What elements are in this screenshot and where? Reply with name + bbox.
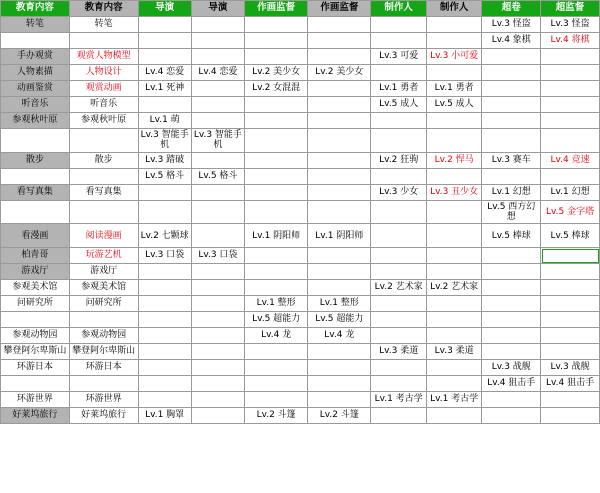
table-cell-r21-c0 xyxy=(1,376,70,392)
table-cell-r20-c9: Lv.3 战舰 xyxy=(541,360,600,376)
column-header-7: 制作人 xyxy=(426,1,481,17)
table-cell-r7-c1 xyxy=(69,129,138,153)
table-cell-r3-c1: 人物设计 xyxy=(69,65,138,81)
table-row xyxy=(1,312,600,328)
table-row xyxy=(1,296,600,312)
table-cell-r15-c0: 参观美术馆 xyxy=(1,280,70,296)
table-cell-r18-c1: 参观动物园 xyxy=(69,328,138,344)
table-cell-r5-c9 xyxy=(541,97,600,113)
table-cell-r22-c0: 环游世界 xyxy=(1,392,70,408)
table-cell-r13-c7 xyxy=(426,248,481,264)
table-row xyxy=(1,97,600,113)
table-cell-r6-c1: 参观秋叶原 xyxy=(69,113,138,129)
table-cell-r8-c8: Lv.3 赛车 xyxy=(482,152,541,168)
table-cell-r9-c7 xyxy=(426,168,481,184)
table-row xyxy=(1,392,600,408)
table-cell-r16-c2 xyxy=(138,296,191,312)
column-header-9: 超监督 xyxy=(541,1,600,17)
table-cell-r17-c0 xyxy=(1,312,70,328)
table-cell-r21-c1 xyxy=(69,376,138,392)
table-cell-r2-c0: 手办观赏 xyxy=(1,49,70,65)
table-cell-r13-c8 xyxy=(482,248,541,264)
table-cell-r1-c3 xyxy=(191,33,244,49)
table-cell-r14-c6 xyxy=(371,264,426,280)
table-cell-r23-c6 xyxy=(371,408,426,424)
table-cell-r1-c9: Lv.4 将棋 xyxy=(541,33,600,49)
table-cell-r14-c1: 游戏厅 xyxy=(69,264,138,280)
table-cell-r21-c2 xyxy=(138,376,191,392)
table-cell-r19-c6: Lv.3 柔道 xyxy=(371,344,426,360)
table-header-row xyxy=(1,1,600,17)
table-cell-r9-c4 xyxy=(245,168,308,184)
table-cell-r3-c6 xyxy=(371,65,426,81)
table-row xyxy=(1,248,600,264)
table-cell-r4-c1: 观赏动画 xyxy=(69,81,138,97)
table-row xyxy=(1,224,600,248)
table-cell-r4-c8 xyxy=(482,81,541,97)
table-cell-r9-c5 xyxy=(308,168,371,184)
table-cell-r16-c3 xyxy=(191,296,244,312)
table-cell-r5-c3 xyxy=(191,97,244,113)
table-cell-r0-c9: Lv.3 怪盗 xyxy=(541,17,600,33)
table-cell-r5-c7: Lv.5 成人 xyxy=(426,97,481,113)
table-cell-r8-c3: Lv.4 竞骑 xyxy=(191,152,244,168)
table-cell-r7-c8 xyxy=(482,129,541,153)
table-cell-r5-c8 xyxy=(482,97,541,113)
table-cell-r22-c8 xyxy=(482,392,541,408)
table-cell-r12-c4: Lv.1 阴阳师 xyxy=(245,224,308,248)
table-cell-r16-c0: 问研究所 xyxy=(1,296,70,312)
table-cell-r18-c2 xyxy=(138,328,191,344)
table-cell-r20-c7 xyxy=(426,360,481,376)
table-row xyxy=(1,17,600,33)
table-row xyxy=(1,360,600,376)
table-cell-r12-c1: 阅读漫画 xyxy=(69,224,138,248)
table-cell-r19-c0: 攀登阿尔卑斯山 xyxy=(1,344,70,360)
table-cell-r1-c4 xyxy=(245,33,308,49)
table-cell-r11-c2 xyxy=(138,200,191,224)
table-cell-r6-c3: Lv.1 萌物 xyxy=(191,113,244,129)
table-cell-r15-c4 xyxy=(245,280,308,296)
table-cell-r5-c1: 听音乐 xyxy=(69,97,138,113)
table-cell-r1-c8: Lv.4 象棋 xyxy=(482,33,541,49)
table-cell-r7-c5 xyxy=(308,129,371,153)
table-cell-r12-c2: Lv.2 七颗球 xyxy=(138,224,191,248)
table-cell-r16-c8 xyxy=(482,296,541,312)
table-cell-r20-c5 xyxy=(308,360,371,376)
table-cell-r2-c5 xyxy=(308,49,371,65)
table-cell-r13-c0: 柏青哥 xyxy=(1,248,70,264)
table-cell-r13-c6 xyxy=(371,248,426,264)
table-cell-r2-c4 xyxy=(245,49,308,65)
table-row xyxy=(1,113,600,129)
table-cell-r12-c6 xyxy=(371,224,426,248)
table-cell-r18-c0: 参观动物园 xyxy=(1,328,70,344)
table-cell-r23-c5: Lv.2 斗篷 xyxy=(308,408,371,424)
table-cell-r21-c5 xyxy=(308,376,371,392)
table-cell-r22-c5 xyxy=(308,392,371,408)
table-cell-r22-c1: 环游世界 xyxy=(69,392,138,408)
table-cell-r8-c5 xyxy=(308,152,371,168)
table-cell-r13-c5 xyxy=(308,248,371,264)
table-row xyxy=(1,376,600,392)
column-header-3: 导演 xyxy=(191,1,244,17)
table-cell-r15-c3 xyxy=(191,280,244,296)
table-cell-r18-c4: Lv.4 龙 xyxy=(245,328,308,344)
table-cell-r23-c9 xyxy=(541,408,600,424)
table-cell-r15-c7: Lv.2 艺术家 xyxy=(426,280,481,296)
table-row xyxy=(1,344,600,360)
table-cell-r17-c1 xyxy=(69,312,138,328)
table-cell-r23-c7 xyxy=(426,408,481,424)
table-cell-r21-c8: Lv.4 狙击手 xyxy=(482,376,541,392)
table-cell-r16-c7 xyxy=(426,296,481,312)
column-header-5: 作画监督 xyxy=(308,1,371,17)
table-row xyxy=(1,184,600,200)
table-cell-r11-c4 xyxy=(245,200,308,224)
table-cell-r3-c8 xyxy=(482,65,541,81)
table-cell-r4-c5: Lv.2 不良少女 xyxy=(308,81,371,97)
table-cell-r14-c8 xyxy=(482,264,541,280)
table-row xyxy=(1,280,600,296)
table-cell-r10-c4 xyxy=(245,184,308,200)
table-cell-r11-c6 xyxy=(371,200,426,224)
table-row xyxy=(1,152,600,168)
table-cell-r1-c2 xyxy=(138,33,191,49)
table-cell-r20-c6 xyxy=(371,360,426,376)
table-cell-r20-c0: 环游日本 xyxy=(1,360,70,376)
table-cell-r5-c6: Lv.5 成人 xyxy=(371,97,426,113)
table-cell-r1-c1 xyxy=(69,33,138,49)
table-cell-r12-c9: Lv.5 棒球 xyxy=(541,224,600,248)
table-cell-r1-c7 xyxy=(426,33,481,49)
column-header-0: 教育内容 xyxy=(1,1,70,17)
table-cell-r22-c9 xyxy=(541,392,600,408)
table-cell-r7-c6 xyxy=(371,129,426,153)
table-row xyxy=(1,200,600,224)
table-cell-r22-c4 xyxy=(245,392,308,408)
table-cell-r11-c7 xyxy=(426,200,481,224)
table-cell-r15-c2 xyxy=(138,280,191,296)
table-cell-r21-c4 xyxy=(245,376,308,392)
table-cell-r19-c1: 攀登阿尔卑斯山 xyxy=(69,344,138,360)
table-cell-r19-c5 xyxy=(308,344,371,360)
table-cell-r18-c7 xyxy=(426,328,481,344)
table-cell-r16-c6 xyxy=(371,296,426,312)
table-cell-r3-c2: Lv.4 恋爱 xyxy=(138,65,191,81)
table-cell-r10-c7: Lv.3 丑少女 xyxy=(426,184,481,200)
table-cell-r17-c2 xyxy=(138,312,191,328)
table-cell-r0-c7 xyxy=(426,17,481,33)
table-cell-r2-c1: 观赏人物模型 xyxy=(69,49,138,65)
column-header-6: 制作人 xyxy=(371,1,426,17)
table-cell-r15-c9 xyxy=(541,280,600,296)
table-cell-r3-c3: Lv.4 恋爱 xyxy=(191,65,244,81)
table-cell-r10-c0: 看写真集 xyxy=(1,184,70,200)
table-cell-r16-c1: 问研究所 xyxy=(69,296,138,312)
table-cell-r0-c1: 转笔 xyxy=(69,17,138,33)
column-header-1: 教育内容 xyxy=(69,1,138,17)
table-cell-r0-c5 xyxy=(308,17,371,33)
table-cell-r7-c0 xyxy=(1,129,70,153)
table-cell-r18-c6 xyxy=(371,328,426,344)
table-row xyxy=(1,33,600,49)
table-cell-r5-c0: 听音乐 xyxy=(1,97,70,113)
table-cell-r17-c9 xyxy=(541,312,600,328)
table-cell-r3-c5: Lv.2 美少女 xyxy=(308,65,371,81)
table-cell-r6-c4 xyxy=(245,113,308,129)
table-cell-r2-c6: Lv.3 可爱 xyxy=(371,49,426,65)
table-cell-r10-c8: Lv.1 幻想 xyxy=(482,184,541,200)
table-cell-r23-c2: Lv.1 胸罩 xyxy=(138,408,191,424)
table-cell-r15-c6: Lv.2 艺术家 xyxy=(371,280,426,296)
table-cell-r18-c8 xyxy=(482,328,541,344)
table-cell-r0-c6 xyxy=(371,17,426,33)
table-cell-r19-c7: Lv.3 柔道 xyxy=(426,344,481,360)
table-cell-r4-c7: Lv.1 勇者 xyxy=(426,81,481,97)
table-cell-r19-c4 xyxy=(245,344,308,360)
table-cell-r8-c6: Lv.2 狂驹 xyxy=(371,152,426,168)
table-cell-r7-c4 xyxy=(245,129,308,153)
table-cell-r11-c3 xyxy=(191,200,244,224)
table-cell-r0-c2 xyxy=(138,17,191,33)
table-cell-r20-c3 xyxy=(191,360,244,376)
table-cell-r16-c4: Lv.1 整形 xyxy=(245,296,308,312)
table-cell-r2-c7: Lv.3 小可爱 xyxy=(426,49,481,65)
table-cell-r6-c9 xyxy=(541,113,600,129)
table-cell-r20-c4 xyxy=(245,360,308,376)
table-cell-r2-c3 xyxy=(191,49,244,65)
table-cell-r3-c7 xyxy=(426,65,481,81)
table-cell-r11-c1 xyxy=(69,200,138,224)
table-cell-r17-c4: Lv.5 超能力 xyxy=(245,312,308,328)
table-cell-r4-c6: Lv.1 勇者 xyxy=(371,81,426,97)
table-cell-r18-c3 xyxy=(191,328,244,344)
table-cell-r7-c7 xyxy=(426,129,481,153)
table-cell-r11-c0 xyxy=(1,200,70,224)
table-cell-r0-c4 xyxy=(245,17,308,33)
table-cell-r6-c7 xyxy=(426,113,481,129)
table-cell-r8-c9: Lv.4 竞速 xyxy=(541,152,600,168)
table-cell-r22-c3 xyxy=(191,392,244,408)
table-cell-r12-c8: Lv.5 棒球 xyxy=(482,224,541,248)
table-cell-r3-c4: Lv.2 美少女 xyxy=(245,65,308,81)
table-cell-r14-c5 xyxy=(308,264,371,280)
column-header-2: 导演 xyxy=(138,1,191,17)
table-cell-r14-c0: 游戏厅 xyxy=(1,264,70,280)
table-cell-r1-c5 xyxy=(308,33,371,49)
table-cell-r4-c3: Lv.1 阎王 xyxy=(191,81,244,97)
table-cell-r19-c8 xyxy=(482,344,541,360)
table-cell-r21-c9: Lv.4 狙击手 xyxy=(541,376,600,392)
table-cell-r9-c0 xyxy=(1,168,70,184)
table-row xyxy=(1,81,600,97)
table-cell-r6-c5 xyxy=(308,113,371,129)
table-cell-r12-c3: Lv.2 七颗珠子 xyxy=(191,224,244,248)
table-cell-r10-c9: Lv.1 幻想 xyxy=(541,184,600,200)
table-cell-r8-c0: 散步 xyxy=(1,152,70,168)
table-cell-r7-c9 xyxy=(541,129,600,153)
table-cell-r18-c5: Lv.4 龙 xyxy=(308,328,371,344)
table-cell-r8-c7: Lv.2 悍马 xyxy=(426,152,481,168)
table-cell-r20-c8: Lv.3 战舰 xyxy=(482,360,541,376)
table-cell-r23-c8 xyxy=(482,408,541,424)
table-cell-r9-c3: Lv.5 格斗 xyxy=(191,168,244,184)
table-cell-r0-c3 xyxy=(191,17,244,33)
table-cell-r8-c2: Lv.3 踏破 xyxy=(138,152,191,168)
table-cell-r16-c9 xyxy=(541,296,600,312)
table-cell-r14-c4 xyxy=(245,264,308,280)
table-cell-r10-c6: Lv.3 少女 xyxy=(371,184,426,200)
table-cell-r12-c5: Lv.1 阴阳师 xyxy=(308,224,371,248)
table-cell-r12-c0: 看漫画 xyxy=(1,224,70,248)
table-cell-r15-c1: 参观美术馆 xyxy=(69,280,138,296)
column-header-8: 超卷 xyxy=(482,1,541,17)
table-cell-r6-c2: Lv.1 萌 xyxy=(138,113,191,129)
table-cell-r7-c2: Lv.3 智能手机 xyxy=(138,129,191,153)
table-cell-r2-c9 xyxy=(541,49,600,65)
table-cell-r9-c6 xyxy=(371,168,426,184)
table-cell-r1-c6 xyxy=(371,33,426,49)
table-cell-r5-c2 xyxy=(138,97,191,113)
table-cell-r23-c1: 好莱坞旅行 xyxy=(69,408,138,424)
table-cell-r15-c8 xyxy=(482,280,541,296)
table-cell-r5-c4 xyxy=(245,97,308,113)
table-cell-r10-c3 xyxy=(191,184,244,200)
table-cell-r13-c3: Lv.3 口袋 xyxy=(191,248,244,264)
table-row xyxy=(1,129,600,153)
table-row xyxy=(1,408,600,424)
table-cell-r17-c8 xyxy=(482,312,541,328)
table-cell-r13-c9 xyxy=(541,248,600,264)
table-cell-r14-c9 xyxy=(541,264,600,280)
table-cell-r9-c9 xyxy=(541,168,600,184)
table-cell-r4-c2: Lv.1 死神 xyxy=(138,81,191,97)
table-cell-r9-c8 xyxy=(482,168,541,184)
table-cell-r11-c8: Lv.5 西方幻想 xyxy=(482,200,541,224)
table-cell-r8-c4 xyxy=(245,152,308,168)
table-cell-r17-c6 xyxy=(371,312,426,328)
table-cell-r9-c2: Lv.5 格斗 xyxy=(138,168,191,184)
table-cell-r2-c8 xyxy=(482,49,541,65)
table-row xyxy=(1,264,600,280)
table-cell-r22-c2 xyxy=(138,392,191,408)
table-cell-r22-c6: Lv.1 考古学 xyxy=(371,392,426,408)
table-row xyxy=(1,168,600,184)
table-cell-r19-c3 xyxy=(191,344,244,360)
table-cell-r13-c1: 玩游艺机 xyxy=(69,248,138,264)
table-cell-r14-c2 xyxy=(138,264,191,280)
table-cell-r12-c7 xyxy=(426,224,481,248)
table-cell-r6-c8 xyxy=(482,113,541,129)
table-cell-r20-c2 xyxy=(138,360,191,376)
table-cell-r23-c0: 好莱坞旅行 xyxy=(1,408,70,424)
table-cell-r3-c9 xyxy=(541,65,600,81)
table-cell-r0-c8: Lv.3 怪盗 xyxy=(482,17,541,33)
table-cell-r9-c1 xyxy=(69,168,138,184)
table-cell-r2-c2 xyxy=(138,49,191,65)
table-cell-r4-c0: 动画鉴赏 xyxy=(1,81,70,97)
table-cell-r14-c3 xyxy=(191,264,244,280)
table-cell-r19-c9 xyxy=(541,344,600,360)
table-cell-r11-c9: Lv.5 金字塔 xyxy=(541,200,600,224)
table-cell-r23-c3: Lv.5 文胸 xyxy=(191,408,244,424)
table-cell-r6-c6 xyxy=(371,113,426,129)
table-row xyxy=(1,49,600,65)
table-cell-r21-c3 xyxy=(191,376,244,392)
table-cell-r1-c0 xyxy=(1,33,70,49)
table-row xyxy=(1,65,600,81)
table-cell-r10-c1: 看写真集 xyxy=(69,184,138,200)
table-cell-r19-c2 xyxy=(138,344,191,360)
table-cell-r20-c1: 环游日本 xyxy=(69,360,138,376)
table-cell-r14-c7 xyxy=(426,264,481,280)
table-cell-r4-c9 xyxy=(541,81,600,97)
table-cell-r3-c0: 人物素描 xyxy=(1,65,70,81)
table-row xyxy=(1,328,600,344)
table-cell-r22-c7: Lv.1 考古学 xyxy=(426,392,481,408)
table-cell-r7-c3: Lv.3 智能手机 xyxy=(191,129,244,153)
table-cell-r21-c7 xyxy=(426,376,481,392)
table-cell-r13-c2: Lv.3 口袋 xyxy=(138,248,191,264)
table-cell-r11-c5 xyxy=(308,200,371,224)
table-cell-r0-c0: 转笔 xyxy=(1,17,70,33)
table-cell-r10-c2 xyxy=(138,184,191,200)
table-cell-r8-c1: 散步 xyxy=(69,152,138,168)
table-cell-r6-c0: 参观秋叶原 xyxy=(1,113,70,129)
table-cell-r10-c5 xyxy=(308,184,371,200)
table-cell-r13-c4 xyxy=(245,248,308,264)
table-cell-r17-c3 xyxy=(191,312,244,328)
table-cell-r16-c5: Lv.1 整形 xyxy=(308,296,371,312)
column-header-4: 作画监督 xyxy=(245,1,308,17)
table-cell-r18-c9 xyxy=(541,328,600,344)
table-cell-r23-c4: Lv.2 斗篷 xyxy=(245,408,308,424)
table-cell-r21-c6 xyxy=(371,376,426,392)
table-cell-r17-c7 xyxy=(426,312,481,328)
table-cell-r17-c5: Lv.5 超能力 xyxy=(308,312,371,328)
table-cell-r4-c4: Lv.2 女混混 xyxy=(245,81,308,97)
table-cell-r15-c5 xyxy=(308,280,371,296)
table-cell-r5-c5 xyxy=(308,97,371,113)
